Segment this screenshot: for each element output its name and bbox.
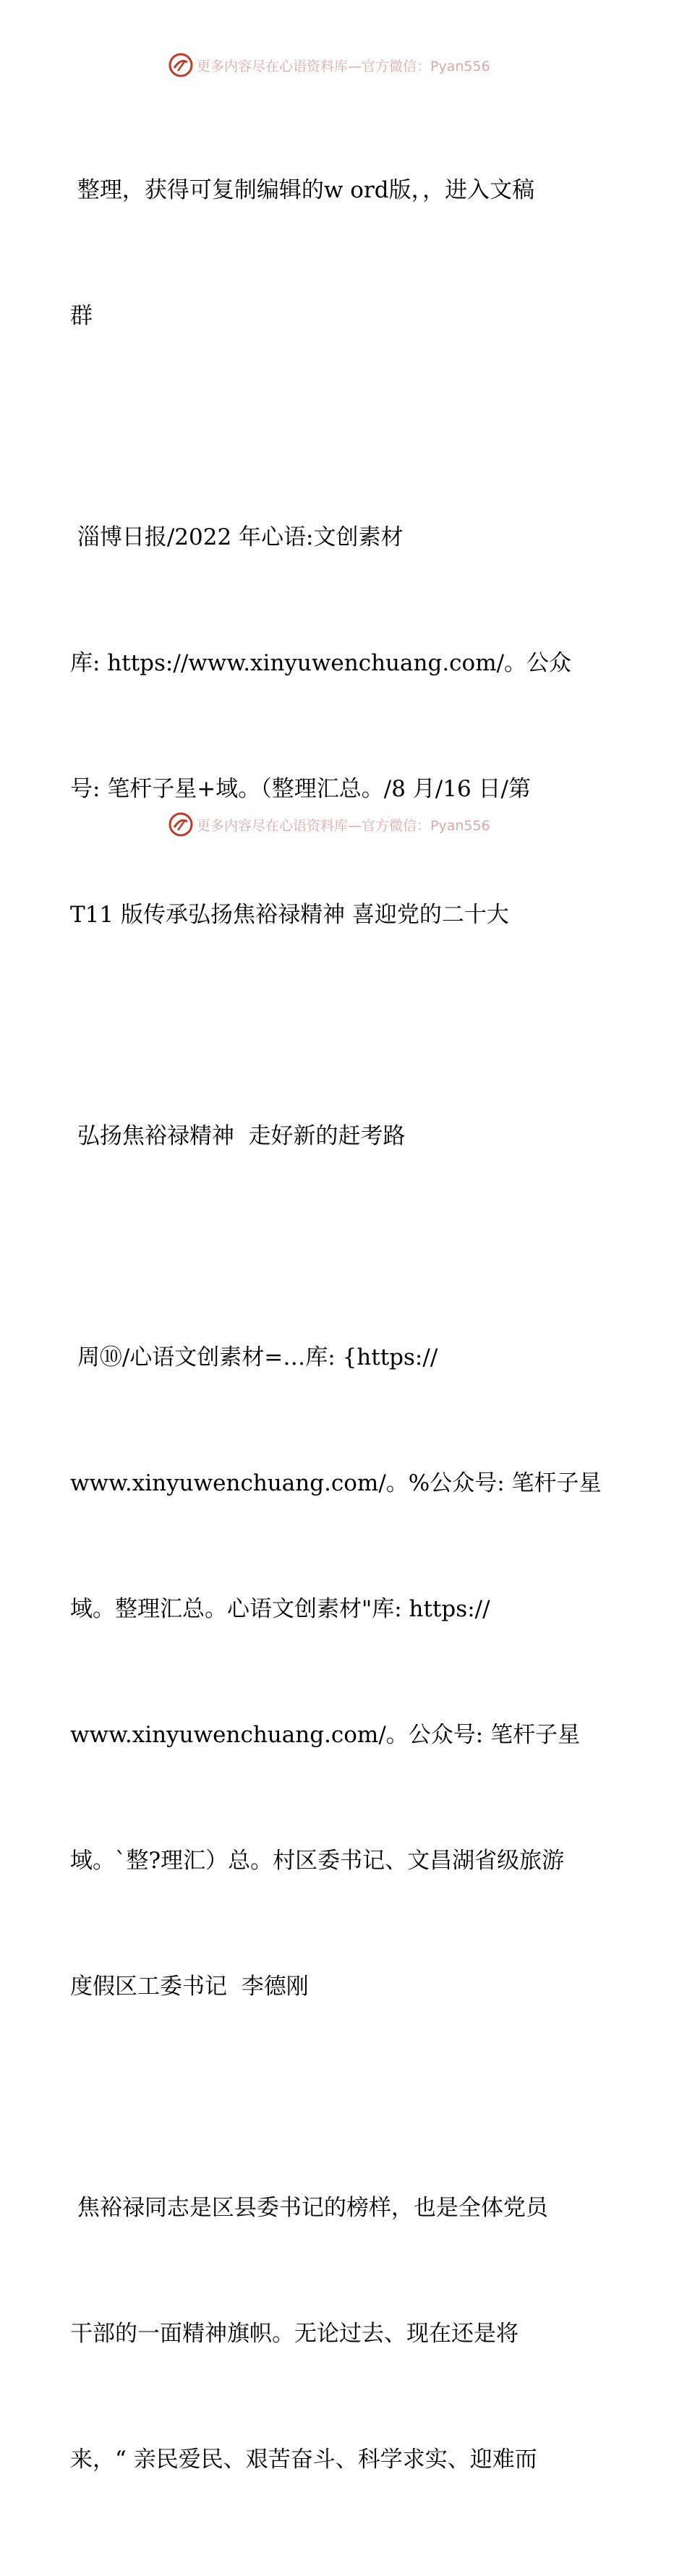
text-line: 淄博日报/2022 年心语:文创素材 — [70, 524, 404, 550]
document-body — [70, 85, 620, 2576]
paragraph — [70, 2103, 620, 2564]
text-line: 弘扬焦裕禄精神 走好新的赶考路 — [70, 1123, 406, 1149]
text-line: 域。整理汇总。心语文创素材"库: https:// — [70, 1596, 490, 1622]
text-line: 干部的一面精神旗帜。无论过去、现在还是将 — [70, 2321, 519, 2347]
text-line: 群 — [70, 303, 93, 329]
text-line: 号: 笔杆子星+域。（整理汇总。/8 月/16 日/第 — [70, 776, 531, 802]
text-line: 整理，获得可复制编辑的w ord版，，进入文稿 — [70, 177, 535, 203]
paragraph — [70, 1031, 620, 1241]
text-line: 域。`整?理汇）总。村区委书记、文昌湖省级旅游 — [70, 1848, 565, 1874]
watermark-text: 更多内容尽在心语资料库—官方微信：Pyan556 — [197, 58, 490, 74]
text-line: www.xinyuwenchuang.com/。公众号: 笔杆子星 — [70, 1722, 581, 1748]
watermark-text: 更多内容尽在心语资料库—官方微信：Pyan556 — [197, 817, 490, 834]
paragraph — [70, 432, 620, 1020]
text-line: 焦裕禄同志是区县委书记的榜样，也是全体党员 — [70, 2195, 548, 2221]
paragraph — [70, 85, 620, 421]
logo-icon — [168, 811, 194, 837]
text-line: T11 版传承弘扬焦裕禄精神 喜迎党的二十大 — [70, 902, 509, 928]
text-line: 度假区工委书记 李德刚 — [70, 1974, 309, 2000]
footer-watermark — [168, 810, 544, 839]
text-line: 库: https://www.xinyuwenchuang.com/。公众 — [70, 650, 572, 676]
text-line: www.xinyuwenchuang.com/。%公众号: 笔杆子星 — [70, 1470, 602, 1496]
text-line: 来，“ 亲民爱民、艰苦奋斗、科学求实、迎难而 — [70, 2447, 537, 2473]
paragraph — [70, 1253, 620, 2091]
header-watermark — [168, 51, 544, 80]
text-line: 周⑩/心语文创素材=…库: {https:// — [70, 1344, 438, 1370]
logo-icon — [168, 52, 194, 78]
